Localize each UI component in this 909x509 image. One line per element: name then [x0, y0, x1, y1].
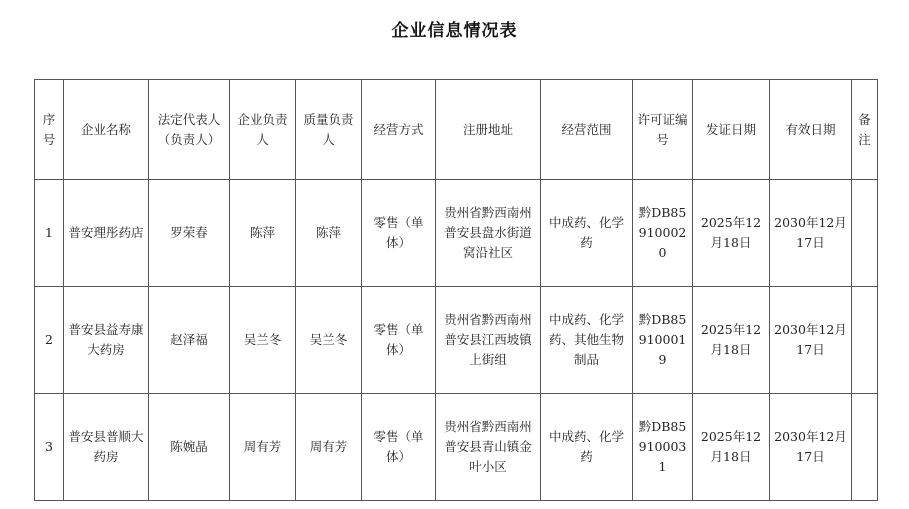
cell-address: 贵州省黔西南州普安县盘水街道窝沿社区 — [436, 180, 541, 287]
cell-name: 普安县益寿康大药房 — [64, 287, 149, 394]
header-name: 企业名称 — [64, 80, 149, 180]
header-address: 注册地址 — [436, 80, 541, 180]
cell-legal-rep: 赵泽福 — [149, 287, 230, 394]
cell-mode: 零售（单体） — [362, 394, 436, 501]
header-issue-date: 发证日期 — [693, 80, 770, 180]
header-seq: 序号 — [35, 80, 64, 180]
cell-seq: 2 — [35, 287, 64, 394]
header-scope: 经营范围 — [541, 80, 633, 180]
cell-quality-head: 吴兰冬 — [296, 287, 362, 394]
header-valid-date: 有效日期 — [770, 80, 852, 180]
cell-quality-head: 周有芳 — [296, 394, 362, 501]
cell-mode: 零售（单体） — [362, 287, 436, 394]
header-remark: 备注 — [852, 80, 878, 180]
table-row — [35, 394, 878, 501]
header-quality-head: 质量负责人 — [296, 80, 362, 180]
cell-issue-date: 2025年12月18日 — [693, 180, 770, 287]
cell-scope: 中成药、化学药 — [541, 180, 633, 287]
table-header-row — [35, 80, 878, 180]
cell-remark — [852, 180, 878, 287]
cell-license: 黔DB859100019 — [633, 287, 693, 394]
cell-ent-head: 周有芳 — [230, 394, 296, 501]
cell-legal-rep: 罗荣春 — [149, 180, 230, 287]
cell-seq: 3 — [35, 394, 64, 501]
cell-ent-head: 吴兰冬 — [230, 287, 296, 394]
cell-address: 贵州省黔西南州普安县青山镇金叶小区 — [436, 394, 541, 501]
cell-scope: 中成药、化学药 — [541, 394, 633, 501]
cell-name: 普安理彤药店 — [64, 180, 149, 287]
header-mode: 经营方式 — [362, 80, 436, 180]
table-row — [35, 287, 878, 394]
cell-ent-head: 陈萍 — [230, 180, 296, 287]
cell-name: 普安县普顺大药房 — [64, 394, 149, 501]
cell-mode: 零售（单体） — [362, 180, 436, 287]
cell-issue-date: 2025年12月18日 — [693, 287, 770, 394]
cell-valid-date: 2030年12月17日 — [770, 180, 852, 287]
header-license: 许可证编号 — [633, 80, 693, 180]
document-title: 企业信息情况表 — [391, 21, 518, 41]
cell-license: 黔DB859100020 — [633, 180, 693, 287]
cell-scope: 中成药、化学药、其他生物制品 — [541, 287, 633, 394]
header-ent-head: 企业负责人 — [230, 80, 296, 180]
cell-issue-date: 2025年12月18日 — [693, 394, 770, 501]
cell-remark — [852, 394, 878, 501]
cell-valid-date: 2030年12月17日 — [770, 287, 852, 394]
cell-seq: 1 — [35, 180, 64, 287]
cell-legal-rep: 陈婉晶 — [149, 394, 230, 501]
cell-remark — [852, 287, 878, 394]
cell-valid-date: 2030年12月17日 — [770, 394, 852, 501]
cell-license: 黔DB859100031 — [633, 394, 693, 501]
header-legal-rep: 法定代表人（负责人） — [149, 80, 230, 180]
cell-address: 贵州省黔西南州普安县江西坡镇上街组 — [436, 287, 541, 394]
cell-quality-head: 陈萍 — [296, 180, 362, 287]
table-row — [35, 180, 878, 287]
enterprise-info-table — [34, 79, 878, 501]
